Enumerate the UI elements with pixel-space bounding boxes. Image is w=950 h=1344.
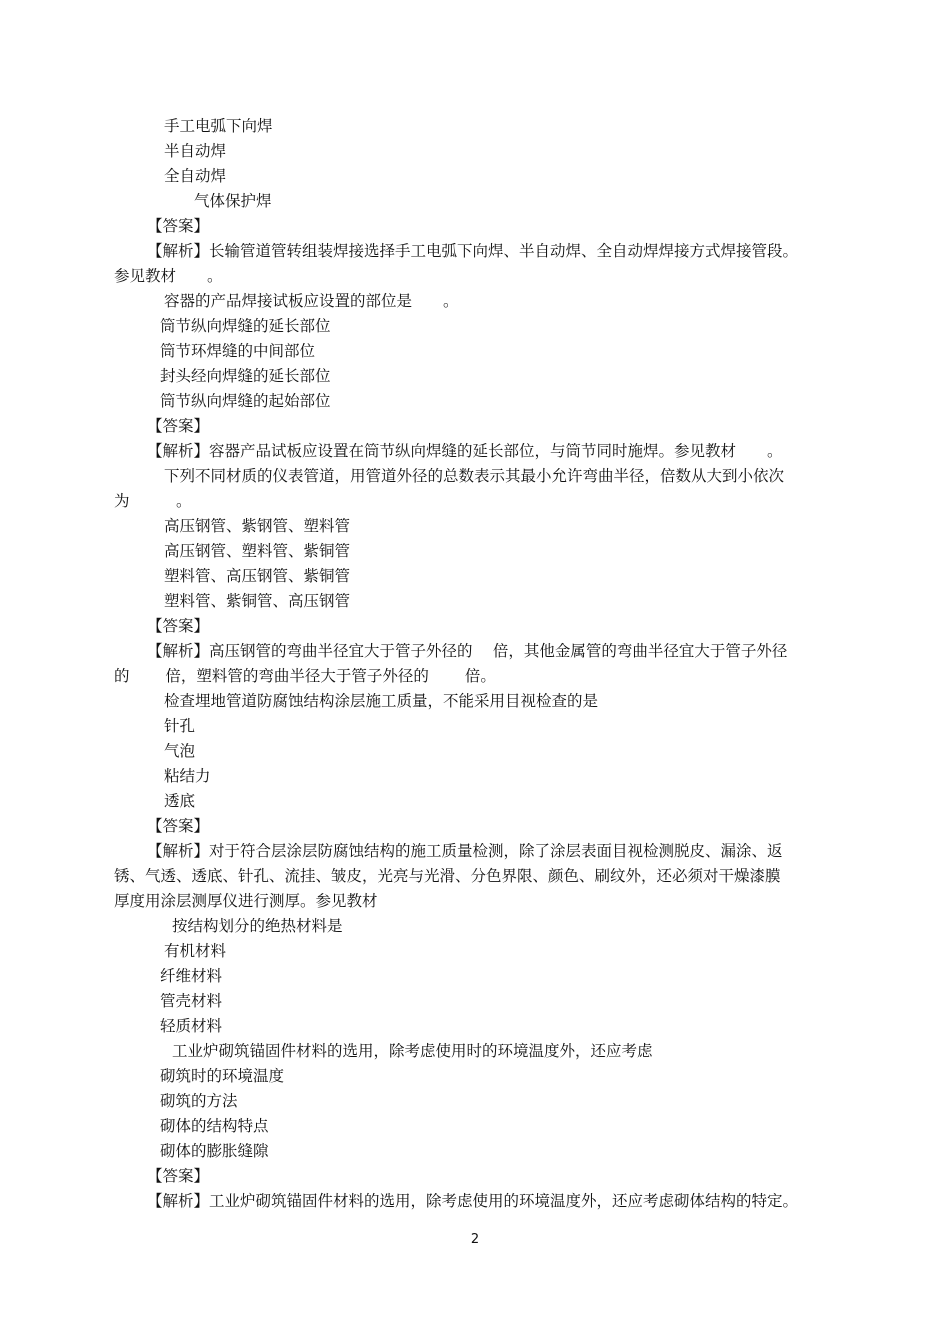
option-line: 高压钢管、紫钢管、塑料管 <box>164 517 351 535</box>
option-line: 高压钢管、塑料管、紫铜管 <box>164 542 351 560</box>
option-line: 筒节纵向焊缝的延长部位 <box>160 317 331 335</box>
option-line: 筒节纵向焊缝的起始部位 <box>160 392 331 410</box>
question-line: 为 。 <box>114 492 192 510</box>
option-line: 轻质材料 <box>160 1017 223 1035</box>
answer-label: 【答案】 <box>147 617 210 635</box>
option-line: 砌筑的方法 <box>160 1092 238 1110</box>
option-line: 筒节环焊缝的中间部位 <box>160 342 316 360</box>
answer-label: 【答案】 <box>147 817 210 835</box>
option-line: 管壳材料 <box>160 992 223 1010</box>
option-line: 有机材料 <box>164 942 227 960</box>
question-line: 工业炉砌筑锚固件材料的选用，除考虑使用时的环境温度外，还应考虑 <box>172 1042 653 1060</box>
question-line: 下列不同材质的仪表管道，用管道外径的总数表示其最小允许弯曲半径，倍数从大到小依次 <box>164 467 785 485</box>
question-line: 容器的产品焊接试板应设置的部位是 。 <box>164 292 459 310</box>
option-line: 纤维材料 <box>160 967 223 985</box>
option-line: 全自动焊 <box>164 167 227 185</box>
option-line: 粘结力 <box>164 767 211 785</box>
explanation-line: 锈、气透、透底、针孔、流挂、皱皮，光亮与光滑、分色界限、颜色、刷纹外，还必须对干燥漆膜 <box>114 867 781 885</box>
option-line: 针孔 <box>164 717 196 735</box>
explanation-line: 【解析】高压钢管的弯曲半径宜大于管子外径的 倍，其他金属管的弯曲半径宜大于管子外径 <box>147 642 788 660</box>
question-line: 检查埋地管道防腐蚀结构涂层施工质量，不能采用目视检查的是 <box>164 692 599 710</box>
explanation-line: 【解析】容器产品试板应设置在筒节纵向焊缝的延长部位，与筒节同时施焊。参见教材 。 <box>147 442 783 460</box>
explanation-line: 的 倍，塑料管的弯曲半径大于管子外径的 倍。 <box>114 667 496 685</box>
option-line: 砌体的膨胀缝隙 <box>160 1142 269 1160</box>
option-line: 封头经向焊缝的延长部位 <box>160 367 331 385</box>
option-line: 塑料管、紫铜管、高压钢管 <box>164 592 351 610</box>
answer-label: 【答案】 <box>147 217 210 235</box>
answer-label: 【答案】 <box>147 1167 210 1185</box>
option-line: 砌筑时的环境温度 <box>160 1067 285 1085</box>
option-line: 气泡 <box>164 742 196 760</box>
option-line: 砌体的结构特点 <box>160 1117 269 1135</box>
option-line: 手工电弧下向焊 <box>164 117 273 135</box>
page-number: 2 <box>470 1232 480 1247</box>
question-line: 按结构划分的绝热材料是 <box>172 917 343 935</box>
option-line: 气体保护焊 <box>194 192 272 210</box>
explanation-line: 厚度用涂层测厚仪进行测厚。参见教材 <box>114 892 378 910</box>
explanation-line: 【解析】工业炉砌筑锚固件材料的选用，除考虑使用的环境温度外，还应考虑砌体结构的特定。 <box>147 1192 799 1210</box>
explanation-line: 【解析】对于符合层涂层防腐蚀结构的施工质量检测，除了涂层表面目视检测脱皮、漏涂、返 <box>147 842 783 860</box>
explanation-line: 【解析】长输管道管转组装焊接选择手工电弧下向焊、半自动焊、全自动焊焊接方式焊接管段。 <box>147 242 799 260</box>
explanation-line: 参见教材 。 <box>114 267 223 285</box>
option-line: 塑料管、高压钢管、紫铜管 <box>164 567 351 585</box>
answer-label: 【答案】 <box>147 417 210 435</box>
option-line: 半自动焊 <box>164 142 227 160</box>
option-line: 透底 <box>164 792 196 810</box>
